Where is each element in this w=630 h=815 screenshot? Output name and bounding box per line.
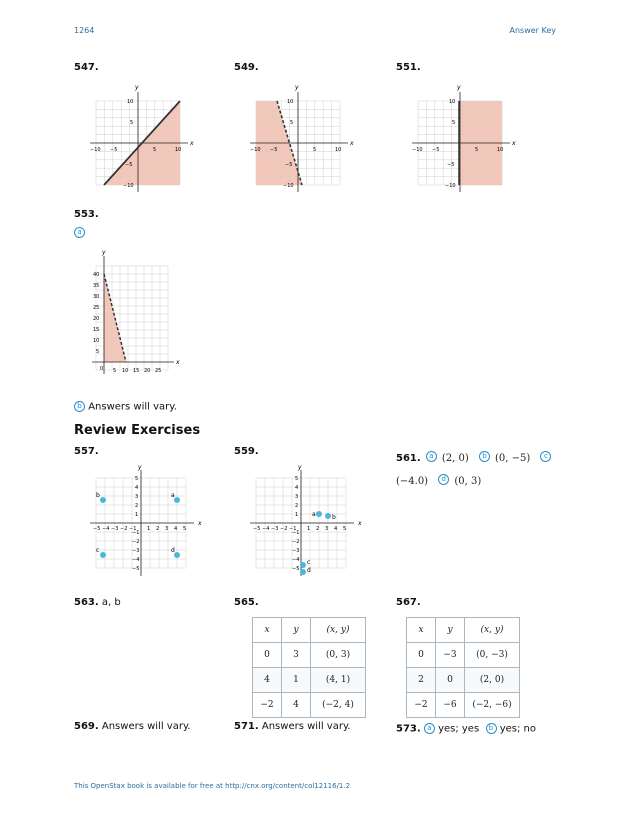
x-axis-label: x — [176, 359, 180, 366]
tick-x: 1 — [147, 526, 151, 532]
page-number: 1264 — [74, 26, 95, 35]
part-a-marker: a — [424, 723, 435, 734]
tick-y-5: 5 — [290, 120, 294, 126]
part-a-marker: a — [74, 222, 85, 241]
tick-y: 2 — [295, 503, 299, 509]
tick-y: −4 — [132, 557, 140, 563]
point-label-a: a — [312, 511, 316, 518]
tick-x-10: 10 — [497, 147, 504, 153]
problem-547: 547. — [74, 62, 99, 73]
y-axis-label: y — [102, 249, 106, 256]
cell: −6 — [436, 693, 465, 718]
tick-x-10: 10 — [122, 368, 129, 374]
tick-y-25: 25 — [93, 305, 100, 311]
tick-x: −1 — [129, 526, 137, 532]
point-label-b: b — [332, 514, 336, 521]
col-y: y — [436, 618, 465, 643]
tick-x-neg10: −10 — [250, 147, 261, 153]
table-row — [253, 643, 366, 668]
part-b-marker: b — [479, 451, 490, 462]
tick-y-20: 20 — [93, 316, 100, 322]
tick-y: 4 — [295, 485, 299, 491]
table-row — [253, 693, 366, 718]
tick-y: 1 — [135, 512, 139, 518]
tick-x: 5 — [183, 526, 187, 532]
tick-x: 1 — [307, 526, 311, 532]
graph-557 — [86, 462, 208, 582]
part-b-marker: b — [74, 401, 85, 412]
tick-y: −3 — [132, 548, 140, 554]
problem-561: 561. — [396, 453, 421, 464]
tick-y: 1 — [295, 512, 299, 518]
graph-549 — [240, 78, 360, 198]
tick-x: −4 — [102, 526, 110, 532]
cell: (2, 0) — [465, 668, 520, 693]
tick-x: −2 — [120, 526, 128, 532]
col-xy: (x, y) — [465, 618, 520, 643]
tick-y-10: 10 — [449, 99, 456, 105]
x-axis-label: x — [190, 140, 194, 147]
tick-y: −5 — [132, 566, 140, 572]
x-axis-label: x — [358, 520, 362, 527]
table-565 — [252, 617, 366, 718]
answer-563: 563. a, b — [74, 597, 121, 608]
running-header: Answer Key — [509, 26, 556, 35]
tick-x-neg5: −5 — [110, 147, 118, 153]
tick-origin: 0 — [100, 366, 104, 372]
section-heading: Review Exercises — [74, 423, 201, 438]
tick-y-10: 10 — [287, 99, 294, 105]
answer-561: 561. a (2, 0) b (0, −5) c (−4.0) d (0, 3) — [396, 446, 556, 492]
graph-551 — [402, 78, 522, 198]
point-b — [325, 513, 331, 519]
tick-y: −5 — [292, 566, 300, 572]
x-axis-label: x — [512, 140, 516, 147]
cell: −3 — [436, 643, 465, 668]
tick-y-10: 10 — [93, 338, 100, 344]
tick-x: −5 — [93, 526, 101, 532]
point-c — [300, 562, 306, 568]
tick-y: −2 — [292, 539, 300, 545]
point-label-c: c — [307, 559, 311, 566]
point-d — [174, 552, 180, 558]
cell: 0 — [407, 643, 436, 668]
tick-x-5: 5 — [475, 147, 479, 153]
cell: (0, −3) — [465, 643, 520, 668]
tick-y: −1 — [292, 530, 300, 536]
col-x: x — [407, 618, 436, 643]
cell: 0 — [253, 643, 282, 668]
tick-y: −3 — [292, 548, 300, 554]
x-axis-label: x — [350, 140, 354, 147]
tick-x-5: 5 — [313, 147, 317, 153]
tick-y-5: 5 — [130, 120, 134, 126]
problem-557: 557. — [74, 446, 99, 457]
x-axis-label: x — [198, 520, 202, 527]
tick-x: 5 — [343, 526, 347, 532]
point-d — [300, 569, 306, 575]
tick-x: 4 — [334, 526, 338, 532]
point-label-d: d — [307, 567, 311, 574]
cell: −2 — [253, 693, 282, 718]
tick-x: 2 — [316, 526, 320, 532]
part-b-marker: b — [486, 723, 497, 734]
tick-y: 2 — [135, 503, 139, 509]
tick-y: −1 — [132, 530, 140, 536]
part-a-marker: a — [426, 451, 437, 462]
tick-y: 3 — [135, 494, 139, 500]
cell: (−2, −6) — [465, 693, 520, 718]
y-axis-label: y — [135, 84, 139, 91]
tick-y-5: 5 — [96, 349, 100, 355]
tick-x: −4 — [262, 526, 270, 532]
tick-x: 4 — [174, 526, 178, 532]
cell: 4 — [282, 693, 311, 718]
tick-x: −2 — [280, 526, 288, 532]
tick-y: 4 — [135, 485, 139, 491]
point-a — [316, 511, 322, 517]
y-axis-label: y — [457, 84, 461, 91]
table-header-row — [253, 618, 366, 643]
y-axis-label: y — [298, 464, 302, 471]
problem-553: 553. — [74, 209, 99, 220]
tick-y-5: 5 — [452, 120, 456, 126]
problem-565: 565. — [234, 597, 259, 608]
tick-y-15: 15 — [93, 327, 100, 333]
tick-x-25: 25 — [155, 368, 162, 374]
answer-571: 571. Answers will vary. — [234, 721, 351, 732]
tick-x: −3 — [271, 526, 279, 532]
answer-573: 573. a yes; yes b yes; no — [396, 723, 537, 735]
tick-x-5: 5 — [113, 368, 117, 374]
cell: −2 — [407, 693, 436, 718]
col-x: x — [253, 618, 282, 643]
tick-x: −1 — [289, 526, 297, 532]
tick-x-10: 10 — [335, 147, 342, 153]
tick-x-neg5: −5 — [432, 147, 440, 153]
graph-559 — [246, 462, 368, 582]
graph-553 — [84, 244, 184, 376]
tick-x: 3 — [165, 526, 169, 532]
cell: 3 — [282, 643, 311, 668]
tick-y: −2 — [132, 539, 140, 545]
point-label-a: a — [171, 492, 175, 499]
point-label-c: c — [96, 547, 100, 554]
tick-x-neg10: −10 — [412, 147, 423, 153]
problem-551: 551. — [396, 62, 421, 73]
problem-559: 559. — [234, 446, 259, 457]
problem-549: 549. — [234, 62, 259, 73]
col-xy: (x, y) — [311, 618, 366, 643]
tick-x-neg5: −5 — [270, 147, 278, 153]
point-label-d: d — [171, 547, 175, 554]
tick-y-40: 40 — [93, 272, 100, 278]
problem-567: 567. — [396, 597, 421, 608]
table-row — [253, 668, 366, 693]
cell: 1 — [282, 668, 311, 693]
tick-y-neg5: −5 — [447, 162, 455, 168]
point-a — [174, 497, 180, 503]
point-label-b: b — [96, 492, 100, 499]
cell: 4 — [253, 668, 282, 693]
tick-x-5: 5 — [153, 147, 157, 153]
tick-y: 3 — [295, 494, 299, 500]
tick-y-30: 30 — [93, 294, 100, 300]
tick-y: −4 — [292, 557, 300, 563]
tick-y-35: 35 — [93, 283, 100, 289]
tick-x-20: 20 — [144, 368, 151, 374]
tick-y: 5 — [135, 476, 139, 482]
tick-y-neg10: −10 — [283, 183, 294, 189]
tick-x-15: 15 — [133, 368, 140, 374]
table-row — [407, 668, 520, 693]
graph-547 — [80, 78, 200, 198]
table-header-row — [407, 618, 520, 643]
table-row — [407, 693, 520, 718]
tick-y-neg5: −5 — [125, 162, 133, 168]
tick-x-neg10: −10 — [90, 147, 101, 153]
part-c-marker: c — [540, 451, 551, 462]
tick-y-10: 10 — [127, 99, 134, 105]
table-567 — [406, 617, 520, 718]
col-y: y — [282, 618, 311, 643]
tick-y-neg5: −5 — [285, 162, 293, 168]
y-axis-label: y — [295, 84, 299, 91]
tick-x: 3 — [325, 526, 329, 532]
tick-x: 2 — [156, 526, 160, 532]
answer-553b: b Answers will vary. — [74, 401, 177, 413]
tick-x: −3 — [111, 526, 119, 532]
cell: (0, 3) — [311, 643, 366, 668]
tick-x: −5 — [253, 526, 261, 532]
tick-y-neg10: −10 — [445, 183, 456, 189]
answer-569: 569. Answers will vary. — [74, 721, 191, 732]
point-c — [100, 552, 106, 558]
cell: (4, 1) — [311, 668, 366, 693]
point-b — [100, 497, 106, 503]
tick-x-10: 10 — [175, 147, 182, 153]
part-d-marker: d — [438, 474, 449, 485]
footer-note: This OpenStax book is available for free at http://cnx.org/content/col12116/1.2 — [74, 782, 351, 790]
cell: (−2, 4) — [311, 693, 366, 718]
cell: 2 — [407, 668, 436, 693]
table-row — [407, 643, 520, 668]
y-axis-label: y — [138, 464, 142, 471]
tick-y: 5 — [295, 476, 299, 482]
tick-y-neg10: −10 — [123, 183, 134, 189]
cell: 0 — [436, 668, 465, 693]
